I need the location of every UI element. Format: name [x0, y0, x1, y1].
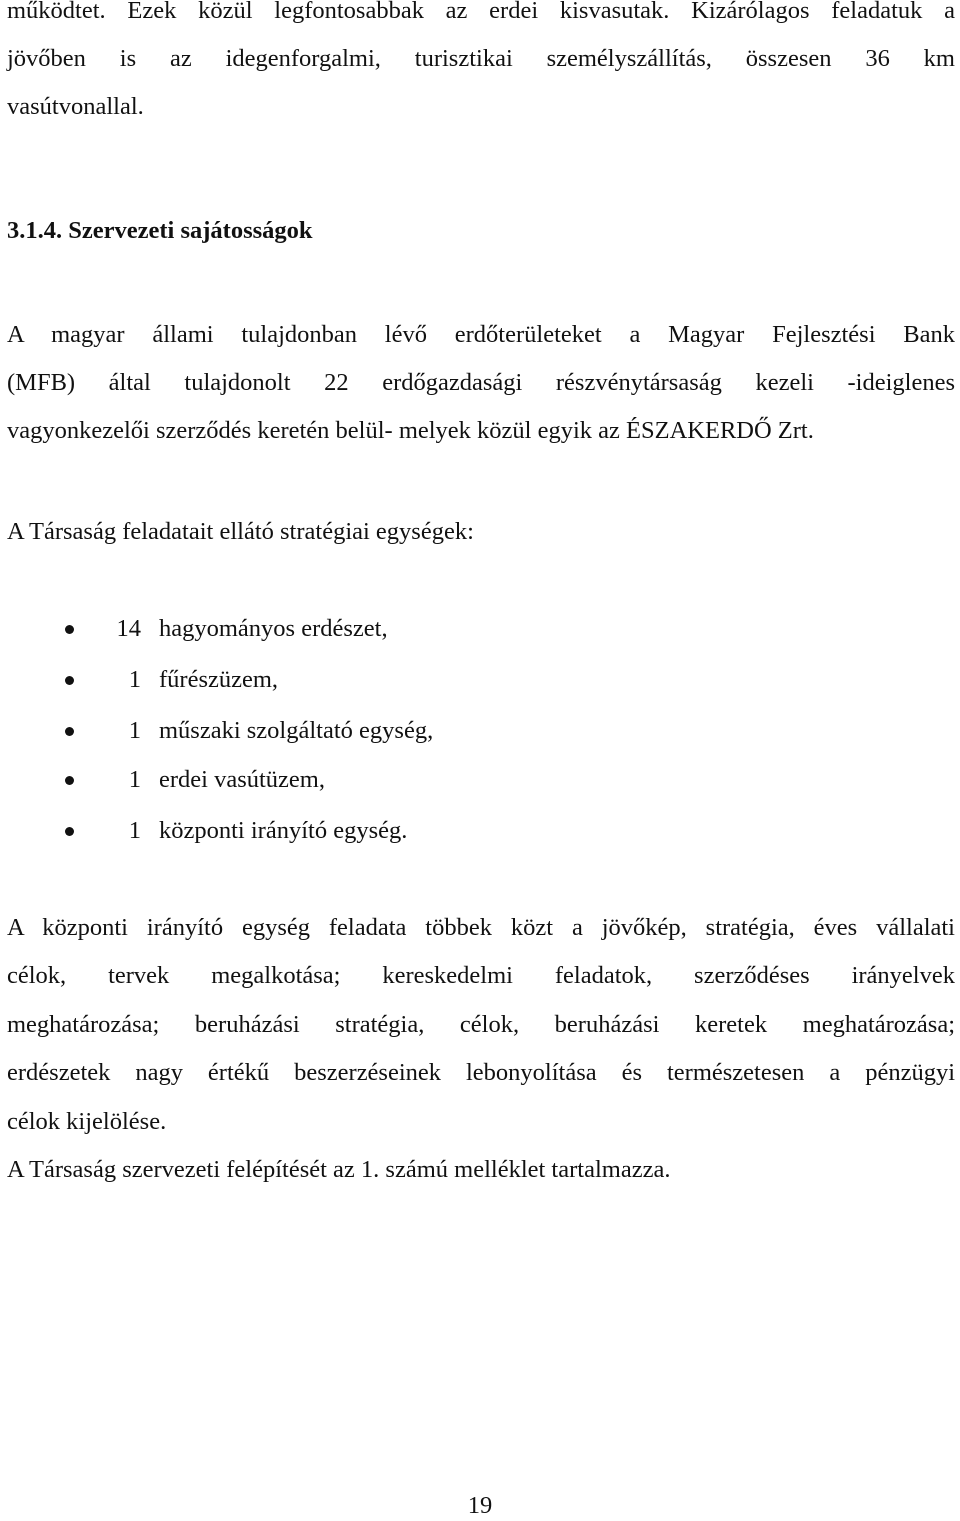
bullet-icon — [65, 827, 74, 836]
section-title: Szervezeti sajátosságok — [68, 217, 313, 244]
paragraph-line: célok kijelölése. — [7, 1108, 167, 1135]
list-item-text: központi irányító egység. — [159, 817, 408, 844]
paragraph-line: A központi irányító egység feladata többek közt a jövőkép, stratégia, éves vállalati — [7, 914, 955, 941]
list-item-text: fűrészüzem, — [159, 666, 279, 693]
paragraph-line: A magyar állami tulajdonban lévő erdőterületeket a Magyar Fejlesztési Bank — [7, 321, 955, 348]
intro-line: működtet. Ezek közül legfontosabbak az erdei kisvasutak. Kizárólagos feladatuk a — [7, 0, 955, 24]
list-item-count: 1 — [128, 817, 141, 844]
section-heading — [7, 216, 313, 246]
list-item-count: 1 — [128, 666, 141, 693]
closing-line: A Társaság szervezeti felépítését az 1. számú melléklet tartalmazza. — [7, 1156, 671, 1183]
list-item-count: 14 — [116, 615, 141, 642]
list-item-text: erdei vasútüzem, — [159, 766, 325, 793]
page-number: 19 — [467, 1492, 493, 1519]
paragraph-line: vagyonkezelői szerződés keretén belül- melyek közül egyik az ÉSZAKERDŐ Zrt. — [7, 417, 814, 444]
bullet-icon — [65, 625, 74, 634]
bullet-icon — [65, 776, 74, 785]
list-item-text: műszaki szolgáltató egység, — [159, 717, 434, 744]
bullet-icon — [65, 676, 74, 685]
list-intro: A Társaság feladatait ellátó stratégiai egységek: — [7, 518, 474, 545]
intro-line: jövőben is az idegenforgalmi, turisztikai személyszállítás, összesen 36 km — [7, 45, 955, 72]
list-item-count: 1 — [128, 717, 141, 744]
paragraph-line: erdészetek nagy értékű beszerzéseinek lebonyolítása és természetesen a pénzügyi — [7, 1059, 955, 1086]
section-number: 3.1.4. — [7, 217, 63, 244]
list-item-count: 1 — [128, 766, 141, 793]
intro-line: vasútvonallal. — [7, 93, 144, 120]
list-item-text: hagyományos erdészet, — [159, 615, 388, 642]
paragraph-line: célok, tervek megalkotása; kereskedelmi feladatok, szerződéses irányelvek — [7, 962, 955, 989]
bullet-icon — [65, 727, 74, 736]
paragraph-line: meghatározása; beruházási stratégia, célok, beruházási keretek meghatározása; — [7, 1011, 955, 1038]
paragraph-line: (MFB) által tulajdonolt 22 erdőgazdasági részvénytársaság kezeli -ideiglenes — [7, 369, 955, 396]
